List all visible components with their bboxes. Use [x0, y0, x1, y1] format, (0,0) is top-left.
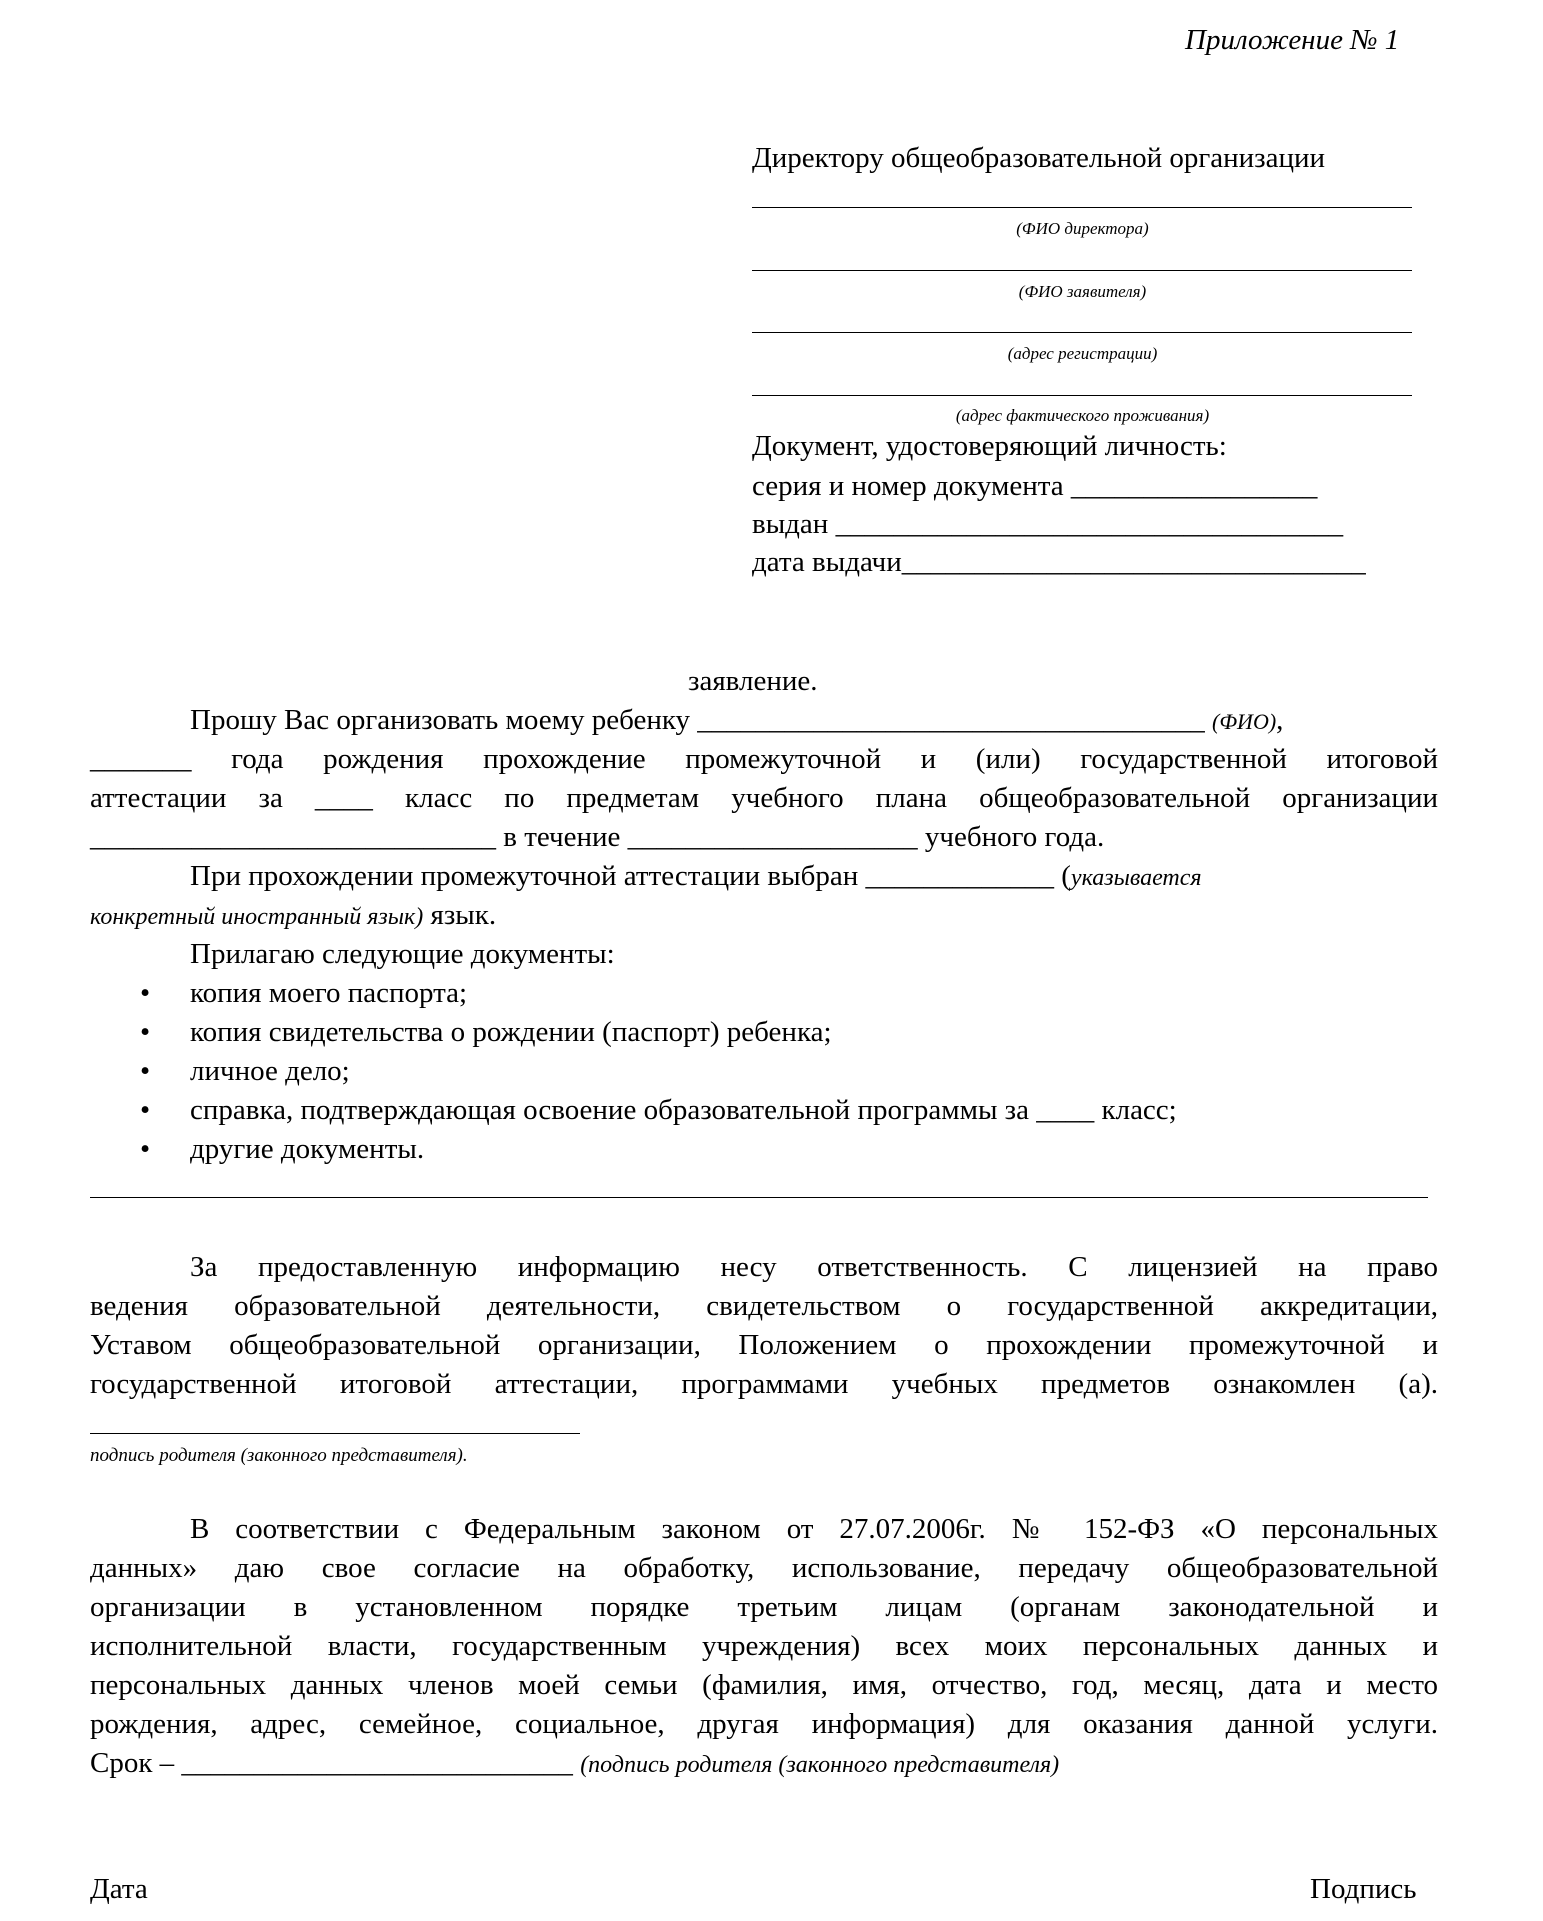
consent-term-text: Срок – ___________________________ [90, 1747, 573, 1779]
registration-caption: (адрес регистрации) [1007, 344, 1158, 363]
consent-line-2: данных» даю свое согласие на обработку, использование, передачу общеобразовательной [90, 1552, 1438, 1584]
appendix-label: Приложение № 1 [1185, 24, 1400, 56]
responsibility-line-3: Уставом общеобразовательной организации, Положением о прохождении промежуточной и [90, 1329, 1438, 1361]
bullet-icon: • [140, 1094, 151, 1126]
additional-documents-line[interactable] [90, 1197, 1428, 1198]
consent-line-3: организации в установленном порядке третьим лицам (органам законодательной и [90, 1591, 1438, 1623]
responsibility-line-1: За предоставленную информацию несу ответственность. С лицензией на право [190, 1251, 1438, 1283]
request-line-1 [190, 706, 1283, 735]
request-fio-caption: (ФИО) [1212, 709, 1277, 734]
consent-line-5: персональных данных членов моей семьи (фамилия, имя, отчество, год, месяц, дата и место [90, 1669, 1438, 1701]
request-line-3: аттестации за ____ класс по предметам учебного плана общеобразовательной организации [90, 782, 1438, 814]
id-document-title: Документ, удостоверяющий личность: [752, 430, 1227, 462]
request-line-1-text: Прошу Вас организовать моему ребенку ___________________________________ [190, 704, 1205, 736]
consent-term-caption: (подпись родителя (законного представителя) [580, 1752, 1060, 1778]
signature-label: Подпись [1310, 1873, 1417, 1905]
applicant-caption: (ФИО заявителя) [1018, 282, 1147, 301]
language-line-2 [90, 901, 496, 930]
attachments-intro: Прилагаю следующие документы: [190, 938, 615, 970]
consent-line-1: В соответствии с Федеральным законом от 27.07.2006г. № 152-ФЗ «О персональных [190, 1513, 1438, 1545]
parent-signature-caption: подпись родителя (законного представителя). [90, 1445, 468, 1466]
id-series-number: серия и номер документа _________________ [752, 470, 1318, 502]
applicant-name-line[interactable] [752, 270, 1412, 271]
registration-address-line[interactable] [752, 332, 1412, 333]
residence-caption: (адрес фактического проживания) [955, 406, 1210, 425]
request-line-2: _______ года рождения прохождение промежуточной и (или) государственной итоговой [90, 743, 1438, 775]
attachment-item: другие документы. [190, 1133, 425, 1165]
bullet-icon: • [140, 1133, 151, 1165]
director-name-line[interactable] [752, 207, 1412, 208]
consent-line-6: рождения, адрес, семейное, социальное, другая информация) для оказания данной услуги. [90, 1708, 1438, 1740]
consent-line-4: исполнительной власти, государственным учреждения) всех моих персональных данных и [90, 1630, 1438, 1662]
director-caption: (ФИО директора) [1016, 219, 1149, 238]
id-issued-by: выдан ___________________________________ [752, 508, 1344, 540]
attachment-item: копия моего паспорта; [190, 977, 468, 1009]
residence-address-line[interactable] [752, 395, 1412, 396]
responsibility-line-4: государственной итоговой аттестации, программами учебных предметов ознакомлен (а). [90, 1368, 1438, 1400]
id-issue-date: дата выдачи________________________________ [752, 546, 1366, 578]
bullet-icon: • [140, 1055, 151, 1087]
request-line-4: ____________________________ в течение ____________________ учебного года. [90, 821, 1105, 853]
attachment-item: копия свидетельства о рождении (паспорт) ребенка; [190, 1016, 832, 1048]
language-note-2: конкретный иностранный язык) [90, 904, 424, 930]
responsibility-line-2: ведения образовательной деятельности, свидетельством о государственной аккредитации, [90, 1290, 1438, 1322]
consent-term [90, 1749, 1059, 1778]
bullet-icon: • [140, 1016, 151, 1048]
addressee-title: Директору общеобразовательной организации [752, 142, 1326, 174]
language-line-2-text: язык. [423, 899, 497, 931]
bullet-icon: • [140, 977, 151, 1009]
attachment-item: справка, подтверждающая освоение образовательной программы за ____ класс; [190, 1094, 1177, 1126]
attachment-item: личное дело; [190, 1055, 350, 1087]
date-label: Дата [90, 1873, 148, 1905]
language-note-1: указывается [1070, 865, 1202, 891]
language-line-1 [190, 862, 1202, 891]
language-line-1-text: При прохождении промежуточной аттестации выбран _____________ ( [190, 860, 1071, 892]
request-comma: , [1276, 704, 1284, 736]
document-heading: заявление. [688, 665, 818, 697]
parent-signature-line[interactable] [90, 1433, 580, 1434]
